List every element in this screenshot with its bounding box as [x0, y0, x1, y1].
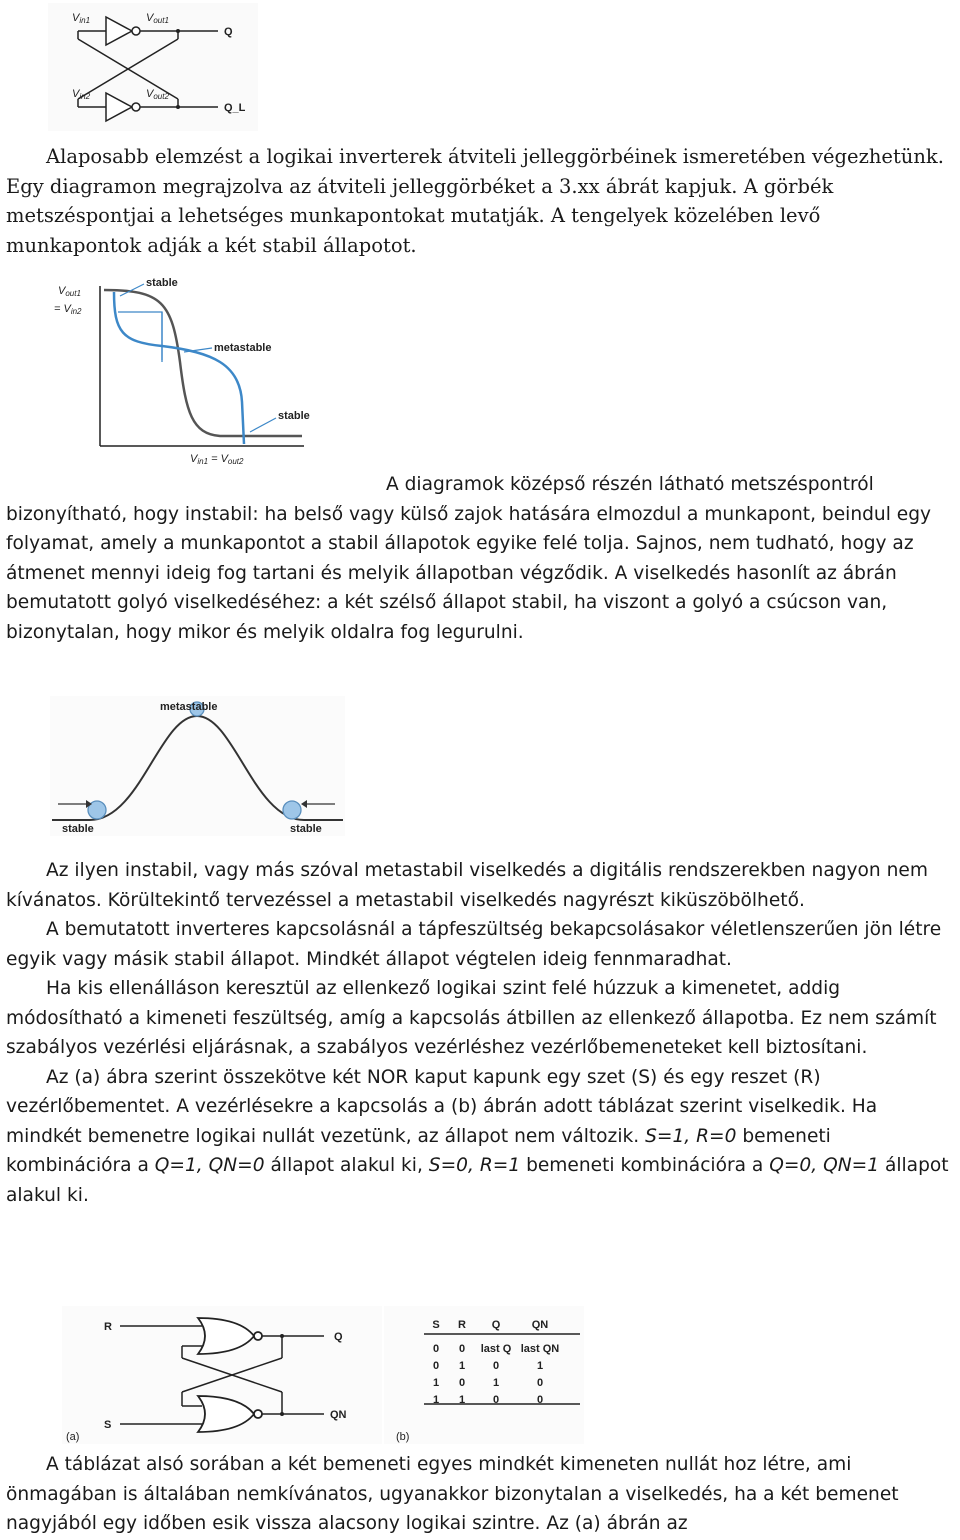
sr-latch-figure [62, 1306, 382, 1444]
ball-figure [50, 696, 345, 836]
table-header-cell: Q [491, 1319, 501, 1331]
sr-table-figure [384, 1306, 584, 1444]
table-header-cell: R [458, 1319, 466, 1331]
paragraph-3: Az ilyen instabil, vagy más szóval metastabil viselkedés a digitális rendszerekben nagyon nem kívánatos. Körültekintő tervezéssel a metastabil viselkedés nagyrészt kiküszöbölhető. [6, 860, 928, 911]
vout2-label: Vout2 [146, 88, 169, 101]
ball-right [283, 801, 301, 819]
table-cell: 0 [492, 1360, 500, 1372]
stable-bottom-label: stable [278, 410, 310, 422]
table-cell: last QN [520, 1343, 560, 1355]
latch-figure [48, 3, 258, 131]
y-axis-label-bottom: = Vin2 [54, 303, 82, 316]
table-cell: 0 [458, 1377, 466, 1389]
q-l-label: Q_L [224, 102, 246, 114]
table-cell: 1 [432, 1377, 440, 1389]
paragraph-1-text: Alaposabb elemzést a logikai inverterek átviteli jelleggörbéinek ismeretében végezhetünk. Egy diagramon megrajzolva az átviteli jelleggörbéket a 3.xx ábrát kapjuk. A görbék metszéspontjai a lehetséges munkapontokat mutatják. A tengelyek közelében levő munkapontok adják a két stabil állapotot. [6, 145, 944, 257]
vin2-label: Vin2 [72, 88, 91, 101]
transfer-curve-2 [114, 292, 244, 444]
vin1-label: Vin1 [72, 12, 91, 25]
table-cell: 0 [536, 1394, 544, 1406]
table-cell: 1 [536, 1360, 544, 1372]
paragraphs-main [6, 856, 956, 1210]
table-cell: 0 [432, 1343, 440, 1355]
caption-b: (b) [396, 1431, 410, 1443]
paragraph-2 [6, 470, 956, 647]
paragraph-6: Az (a) ábra szerint összekötve két NOR kaput kapunk egy szet (S) és egy reszet (R) vezérlőbementet. A vezérlésekre a kapcsolás a (b) ábrán adott táblázat szerint viselkedik. Ha mindkét bemenetre logikai nullát vezetünk, az állapot nem változik. S=1, R=0 bemeneti kombinációra a Q=1, QN=0 állapot alakul ki, S=0, R=1 bemeneti kombinációra a Q=0, QN=1 állapot alakul ki. [6, 1066, 949, 1206]
table-cell: 0 [536, 1377, 544, 1389]
r-input-label: R [104, 1321, 112, 1333]
table-header-cell: S [432, 1319, 440, 1331]
table-cell: 1 [458, 1394, 466, 1406]
stable-right-label: stable [290, 823, 322, 835]
transfer-figure [52, 272, 322, 472]
vout1-label: Vout1 [146, 12, 169, 25]
s-input-label: S [104, 1419, 112, 1431]
sr-truth-table [384, 1306, 584, 1444]
transfer-diagram [52, 272, 322, 472]
paragraph-2-text: A diagramok középső részén látható metszéspontról bizonyítható, hogy instabil: ha belső vagy külső zajok hatására elmozdul a munkapont, beindul egy folyamat, amely a munkapontot a stabil állapotok egyike felé tolja. Sajnos, nem tudható, hogy az átmenet mennyi ideig fog tartani és melyik állapotban végződik. A viselkedés hasonlít az ábrán bemutatott golyó viselkedéséhez: a két szélső állapot stabil, ha viszont a golyó a csúcson van, bizonytalan, hogy mikor és melyik oldalra fog legurulni. [6, 474, 932, 643]
paragraph-7 [6, 1450, 956, 1539]
paragraph-1 [6, 142, 956, 260]
metastable-ball-label: metastable [160, 701, 218, 713]
paragraph-4: A bemutatott inverteres kapcsolásnál a tápfeszültség bekapcsolásakor véletlenszerűen jön létre egyik vagy másik stabil állapot. Mindkét állapot végtelen ideig fennmaradhat. [6, 919, 942, 970]
paragraph-7-text: A táblázat alsó sorában a két bemeneti egyes mindkét kimeneten nullát hoz létre, ami önmagában is általában nemkívánatos, ugyanakkor bizonytalan a viselkedés, ha a két bemenet nagyjából egy időben esik vissza alacsony logikai szintre. Az (a) ábrán az [6, 1454, 899, 1534]
table-cell: 0 [432, 1360, 440, 1372]
latch-diagram [48, 3, 258, 131]
table-cell: 0 [458, 1343, 466, 1355]
q-label: Q [224, 26, 233, 38]
stable-left-label: stable [62, 823, 94, 835]
table-cell: 1 [458, 1360, 466, 1372]
q-output-label: Q [334, 1331, 343, 1343]
table-header-cell: QN [531, 1319, 549, 1331]
stable-top-label: stable [146, 277, 178, 289]
table-cell: 1 [492, 1377, 500, 1389]
table-cell: last Q [480, 1343, 512, 1355]
metastable-label: metastable [214, 342, 272, 354]
qn-output-label: QN [330, 1409, 347, 1421]
y-axis-label-top: Vout1 [58, 285, 81, 298]
paragraph-5: Ha kis ellenálláson keresztül az ellenkező logikai szint felé húzzuk a kimenetet, addig módosítható a kimeneti feszültség, amíg a kapcsolás átbillen az ellenkező állapotba. Ez nem számít szabályos vezérlési eljárásnak, a szabályos vezérléshez vezérlőbemeneteket kell biztosítani. [6, 978, 937, 1058]
caption-a: (a) [66, 1431, 80, 1443]
x-axis-label: Vin1 = Vout2 [190, 453, 244, 466]
sr-latch-diagram [62, 1306, 382, 1444]
table-cell: 0 [492, 1394, 500, 1406]
ball-diagram [50, 696, 345, 836]
table-cell: 1 [432, 1394, 440, 1406]
